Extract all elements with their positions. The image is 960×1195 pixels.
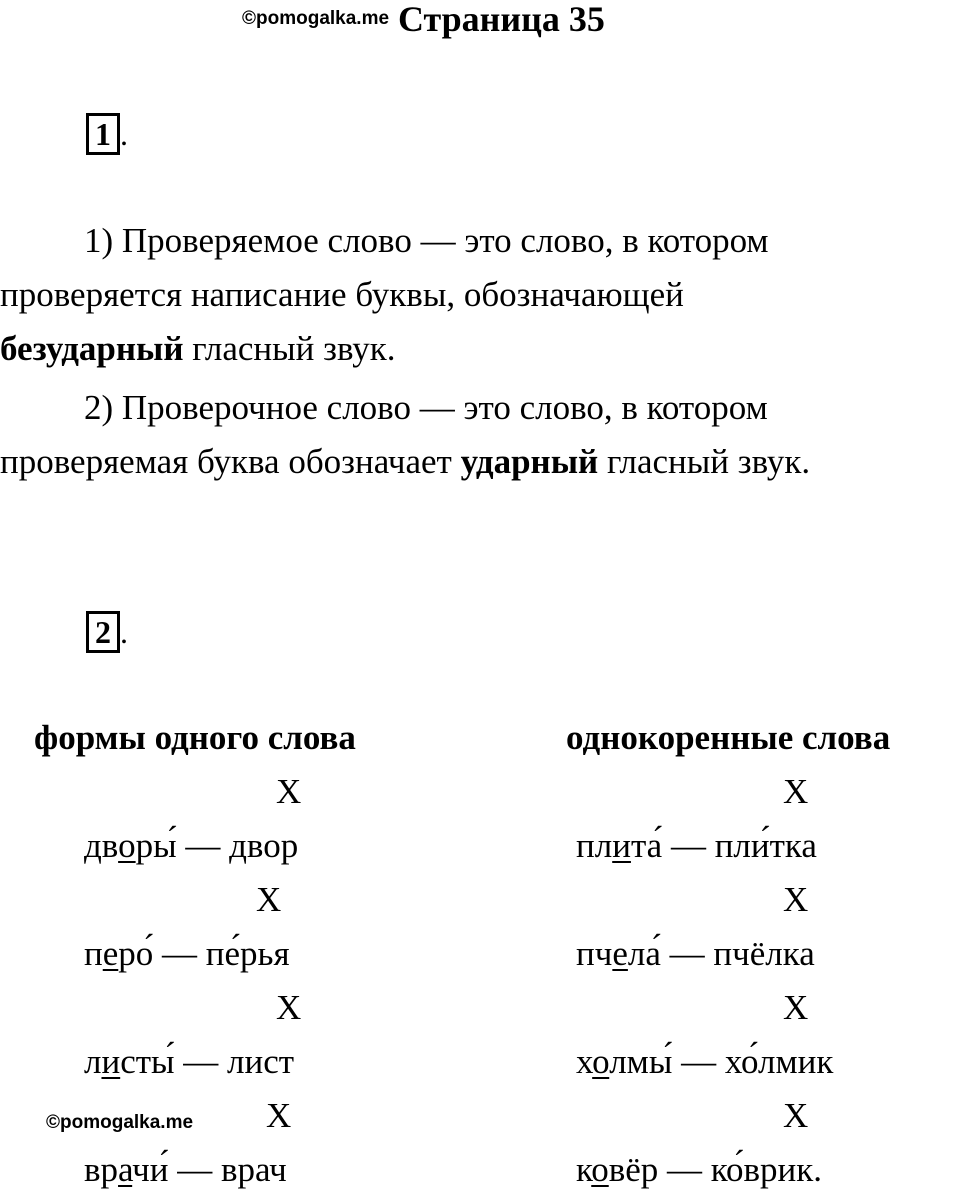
watermark-top: ©pomogalka.me [242, 8, 390, 29]
left-pair-4-vowel: а [118, 1150, 133, 1189]
right-mark-4: X [783, 1096, 809, 1135]
p1-line-3-rest: гласный звук. [183, 329, 396, 368]
p2-line-1: 2) Проверочное слово — это слово, в котором [84, 388, 768, 427]
right-pair-2-post: ла́ — пчёлка [627, 934, 815, 973]
p1-line-3 [0, 322, 769, 376]
p2-line-2-start: проверяемая буква обозначает [0, 442, 461, 481]
left-pair-4-pre: вр [84, 1150, 119, 1189]
task-2-number-box: 2 [86, 611, 120, 653]
left-pair-2-pre: п [84, 934, 103, 973]
left-pair-2-vowel: е [102, 934, 119, 973]
page-title: Страница 35 [398, 0, 605, 39]
left-pair-3-post: сты́ — лист [120, 1042, 295, 1081]
right-pair-4 [576, 1150, 822, 1190]
left-pair-3 [84, 1042, 294, 1082]
right-pair-3-post: лмы́ — хо́лмик [609, 1042, 834, 1081]
right-mark-3: X [783, 988, 809, 1027]
right-pair-3-vowel: о [592, 1042, 610, 1081]
right-pair-3 [576, 1042, 833, 1082]
left-pair-3-vowel: и [101, 1042, 121, 1081]
right-pair-1 [576, 826, 817, 866]
right-pair-2 [576, 934, 815, 974]
watermark-bottom: ©pomogalka.me [46, 1112, 194, 1133]
right-pair-4-pre: к [576, 1150, 592, 1189]
right-column-header: однокоренные слова [566, 718, 891, 757]
left-column-header: формы одного слова [34, 718, 356, 757]
p1-line-2: проверяется написание буквы, обозначающей [0, 275, 684, 314]
task-1-number-box: 1 [86, 113, 120, 155]
right-pair-3-pre: х [576, 1042, 593, 1081]
task-1-label [86, 114, 128, 154]
right-mark-2: X [783, 880, 809, 919]
left-pair-4-post: чи́ — врач [132, 1150, 287, 1189]
p2-line-2 [0, 435, 810, 489]
left-pair-1 [84, 826, 298, 866]
task-1-dot: . [120, 116, 128, 152]
right-pair-2-pre: пч [576, 934, 613, 973]
left-pair-2-post: ро́ — пе́рья [118, 934, 290, 973]
right-pair-1-post: та́ — пли́тка [630, 826, 817, 865]
right-pair-1-pre: пл [576, 826, 613, 865]
task-2-dot: . [120, 614, 128, 650]
p1-line-1: 1) Проверяемое слово — это слово, в котором [84, 221, 769, 260]
left-mark-2: X [256, 880, 282, 919]
p2-bold-term: ударный [460, 442, 599, 481]
p2-line-2-end: гласный звук. [598, 442, 811, 481]
left-pair-4 [84, 1150, 287, 1190]
left-pair-1-post: ры́ — двор [135, 826, 299, 865]
right-pair-4-post: вёр — ко́врик. [608, 1150, 823, 1189]
right-mark-1: X [783, 772, 809, 811]
right-pair-2-vowel: е [612, 934, 628, 973]
task-1-paragraph-2 [0, 381, 810, 489]
right-pair-4-vowel: о [591, 1150, 609, 1189]
left-mark-3: X [276, 988, 302, 1027]
left-mark-1: X [276, 772, 302, 811]
right-pair-1-vowel: и [612, 826, 631, 865]
task-1-paragraph-1 [0, 214, 769, 376]
task-2-label [86, 612, 128, 652]
left-pair-1-pre: дв [84, 826, 119, 865]
left-pair-1-vowel: о [118, 826, 136, 865]
left-pair-3-pre: л [84, 1042, 102, 1081]
left-mark-4: X [266, 1096, 292, 1135]
p1-bold-term: безударный [0, 329, 184, 368]
left-pair-2 [84, 934, 290, 974]
